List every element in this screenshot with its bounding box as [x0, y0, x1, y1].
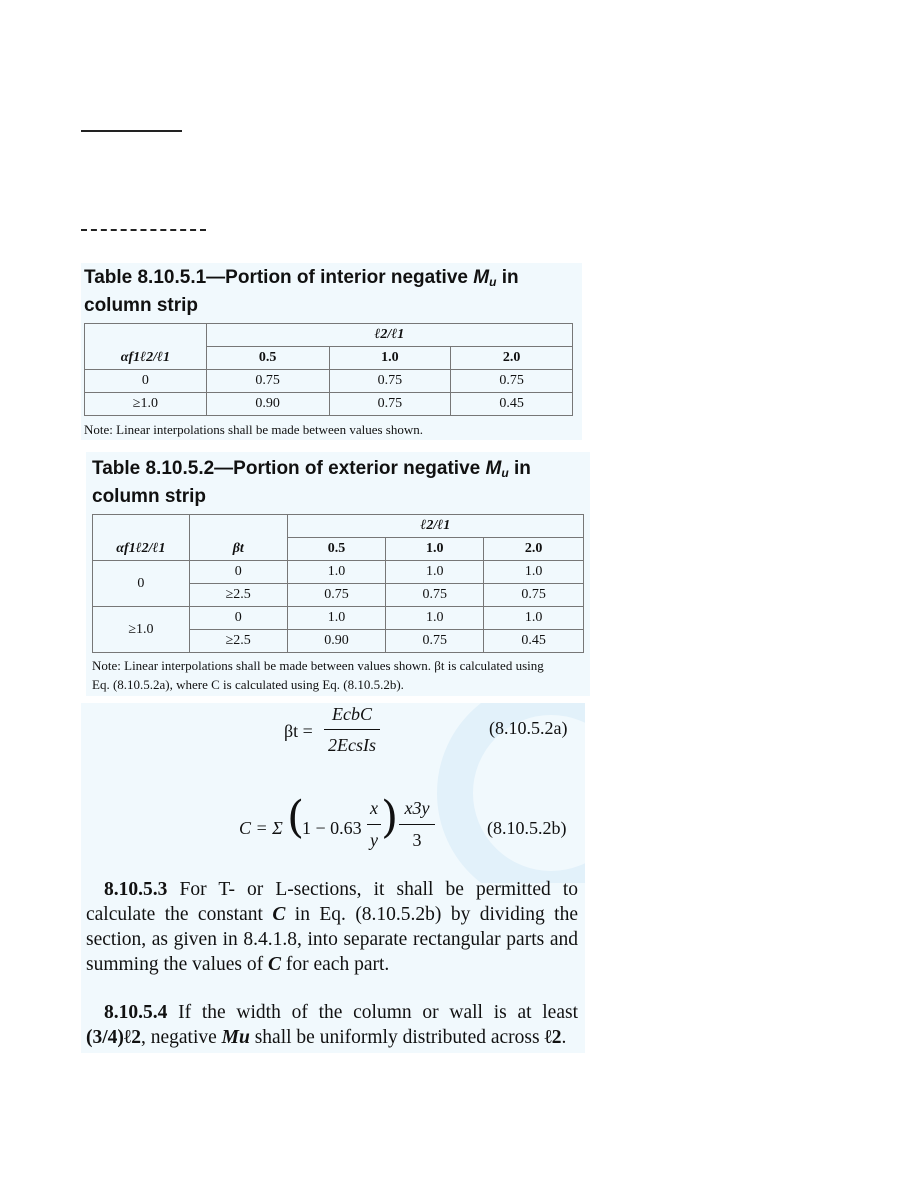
table2-title-sub: u	[501, 466, 509, 480]
table2-beta-cell: 0	[189, 561, 287, 584]
table1-title-symbol: M	[473, 267, 490, 288]
p3-symbol2: C	[267, 954, 281, 975]
table2-title-tail: in	[513, 458, 531, 479]
table2-title-text: Table 8.10.5.2—Portion of exterior negative	[92, 458, 481, 479]
eq-b-rhs-bar	[399, 824, 435, 825]
table1-col-header: 0.5	[206, 347, 329, 370]
table2-cell: 1.0	[484, 607, 584, 630]
table2-group-header: ℓ2/ℓ1	[287, 515, 583, 538]
table1-note: Note: Linear interpolations shall be made between values shown.	[84, 422, 423, 437]
dashed-rule	[81, 229, 206, 231]
paragraph-8-10-5-3	[86, 877, 578, 977]
table2-note-line1: Note: Linear interpolations shall be made between values shown. βt is calculated using	[92, 658, 544, 673]
table2-title-line2: column strip	[92, 486, 207, 507]
p4-text-a: If the width of the column or wall is at least	[178, 1002, 578, 1023]
table2-cell: 0.75	[386, 584, 484, 607]
eq-b-number: (8.10.5.2b)	[487, 818, 567, 838]
eq-b-rhs-num: x3y	[404, 798, 430, 818]
eq-a-fraction-bar	[324, 729, 380, 730]
table2	[92, 514, 584, 653]
p4-bold-end: ℓ2	[544, 1027, 562, 1048]
table-row	[85, 393, 573, 416]
table2-cell: 1.0	[287, 561, 386, 584]
table-row	[93, 561, 584, 584]
table2-cell: 1.0	[386, 607, 484, 630]
table1-row-label: 0	[85, 370, 207, 393]
eq-b-rhs-den: 3	[412, 830, 422, 850]
table1-col-header: 1.0	[329, 347, 451, 370]
p4-text-c: shall be uniformly distributed across	[254, 1027, 540, 1048]
eq-b-term: 1 − 0.63	[302, 818, 362, 838]
table1-cell: 0.75	[451, 370, 573, 393]
table2-title-symbol: M	[485, 458, 502, 479]
table1-group-header: ℓ2/ℓ1	[206, 324, 572, 347]
table-8-10-5-2-panel	[86, 452, 590, 696]
table-8-10-5-1-panel	[81, 263, 582, 440]
equations-panel	[81, 703, 585, 1053]
table2-cell: 0.45	[484, 630, 584, 653]
eq-b-frac-den: y	[370, 830, 378, 850]
table1-cell: 0.75	[206, 370, 329, 393]
table-row	[85, 370, 573, 393]
table2-cell: 0.90	[287, 630, 386, 653]
p3-symbol: C	[272, 904, 286, 925]
p4-symbol: Mu	[221, 1027, 250, 1048]
eq-b-lhs: C = Σ	[239, 818, 283, 838]
p4-number: 8.10.5.4	[104, 1002, 168, 1023]
eq-a-numerator: EcbC	[332, 704, 372, 724]
header-rule	[81, 130, 182, 132]
p4-bold-value: (3/4)ℓ2	[86, 1027, 141, 1048]
table1-cell: 0.75	[329, 370, 451, 393]
table2-row-header: αf1ℓ2/ℓ1	[93, 538, 190, 561]
table2-cell: 1.0	[386, 561, 484, 584]
eq-b-left-paren: (	[287, 792, 305, 843]
table2-title	[92, 457, 531, 509]
table1-title-line2: column strip	[84, 295, 199, 316]
p4-period: .	[561, 1027, 567, 1048]
eq-b-right-paren: )	[381, 792, 399, 843]
table2-group-label: 0	[93, 561, 190, 607]
table1-cell: 0.45	[451, 393, 573, 416]
table2-col-header: 1.0	[386, 538, 484, 561]
table2-cell: 1.0	[287, 607, 386, 630]
table2-note-line2: Eq. (8.10.5.2a), where C is calculated using Eq. (8.10.5.2b).	[92, 677, 404, 692]
table1-title-tail: in	[501, 267, 519, 288]
table1-row-label: ≥1.0	[85, 393, 207, 416]
p3-text-b: in Eq. (8.10.5.2b) by dividing the section, as given in 8.4.1.8, into separate rectangular parts and summing the values of	[86, 904, 578, 975]
table1-corner	[85, 324, 207, 347]
p3-number: 8.10.5.3	[104, 879, 168, 900]
table1-title-sub: u	[489, 275, 497, 289]
table2-beta-cell: ≥2.5	[189, 630, 287, 653]
table2-cell: 0.75	[484, 584, 584, 607]
table1-col-header: 2.0	[451, 347, 573, 370]
table2-col-header: 2.0	[484, 538, 584, 561]
table2-corner-b	[189, 515, 287, 538]
paragraph-8-10-5-4	[86, 1000, 578, 1050]
table2-corner-a	[93, 515, 190, 538]
table1-cell: 0.90	[206, 393, 329, 416]
table-row	[93, 607, 584, 630]
eq-a-lhs: βt =	[284, 721, 313, 741]
table2-cell: 0.75	[287, 584, 386, 607]
eq-a-denominator: 2EcsIs	[328, 735, 376, 755]
table1-cell: 0.75	[329, 393, 451, 416]
table2-cell: 0.75	[386, 630, 484, 653]
eq-a-number: (8.10.5.2a)	[489, 718, 568, 738]
table2-beta-cell: 0	[189, 607, 287, 630]
table2-beta-cell: ≥2.5	[189, 584, 287, 607]
p3-text-a: For T- or L-sections, it shall be permitted to calculate the constant	[86, 879, 578, 925]
p4-text-b: , negative	[140, 1027, 217, 1048]
table2-col-header: 0.5	[287, 538, 386, 561]
table2-group-label: ≥1.0	[93, 607, 190, 653]
table1-title-text: Table 8.10.5.1—Portion of interior negative	[84, 267, 468, 288]
table1-row-header: αf1ℓ2/ℓ1	[85, 347, 207, 370]
eq-b-frac-num: x	[370, 798, 378, 818]
p3-text-c: for each part.	[285, 954, 390, 975]
table2-beta-header: βt	[189, 538, 287, 561]
table1-title	[84, 266, 519, 318]
table2-cell: 1.0	[484, 561, 584, 584]
table1	[84, 323, 573, 416]
eq-b-fraction-bar	[367, 824, 381, 825]
